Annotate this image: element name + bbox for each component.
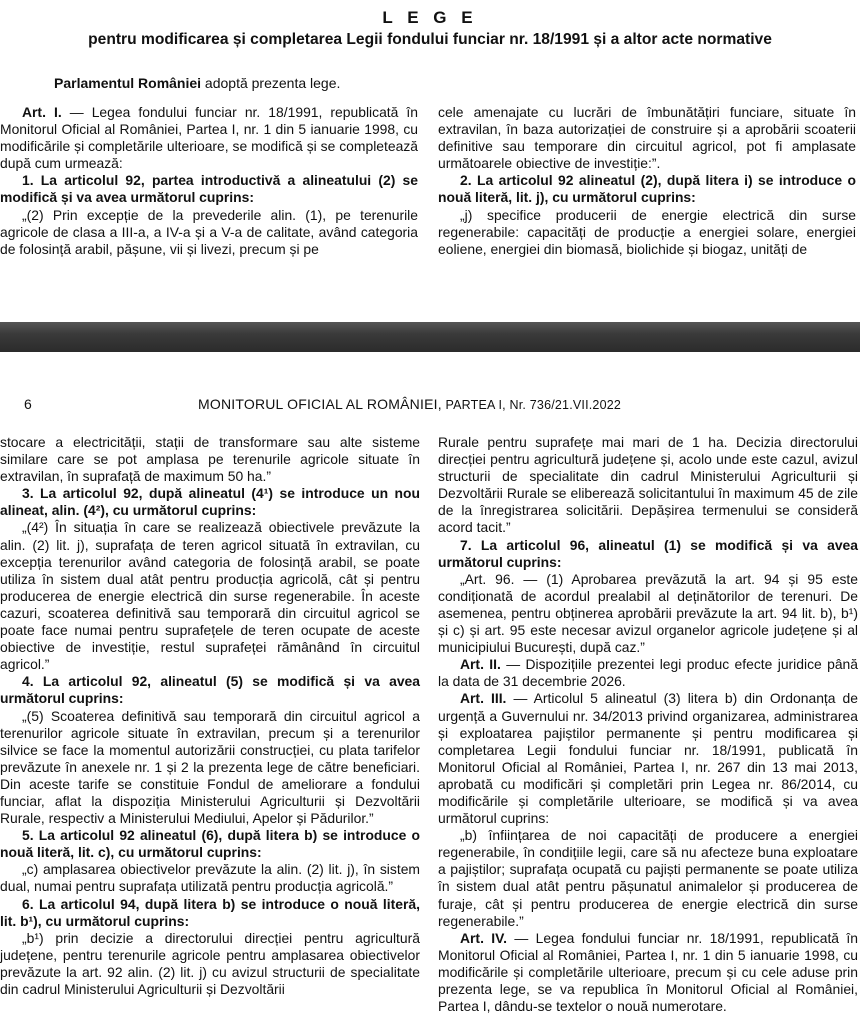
page2-right-column <box>438 434 858 1015</box>
point-1-quote-continued: cele amenajate cu lucrări de îmbunătățiri funciare, situate în extravilan, în baza autorizației de construire și a aprobării scoaterii definitive sau temporare din circuitul agricol, pot fi amplasate următoarele obiective de investiție:”. <box>438 104 856 172</box>
article-1-label: Art. I. <box>22 104 62 120</box>
point-4-quote: „(5) Scoaterea definitivă sau temporară din circuitul agricol a terenurilor agricole situate în extravilan, precum și a terenurilor silvice se face la momentul autorizării construcției, cu plata tarifelor prevăzute în anexele nr. 1 și 2 la prezenta lege de către beneficiari. Din aceste tarife se constituie Fondul de ameliorare a fondului funciar, aflat la dispoziția Ministerului Agriculturii și Dezvoltării Rurale, respectiv a Ministerului Mediului, Apelor și Pădurilor.” <box>0 707 420 827</box>
enactment-text: adoptă prezenta lege. <box>201 75 341 91</box>
point-2-quote-continued: stocare a electricității, stații de transformare sau alte sisteme similare care se pot amplasa pe terenurile agricole situate în extravilan, în suprafață de maximum 50 ha.” <box>0 434 420 485</box>
enactment-clause <box>54 75 340 91</box>
article-2-text: — Dispozițiile prezentei legi produc efecte juridice până la data de 31 decembrie 2026. <box>438 656 858 690</box>
article-3-label: Art. III. <box>460 690 507 707</box>
point-1-heading <box>0 172 418 206</box>
gazette-title <box>198 396 621 412</box>
point-6-heading <box>0 896 420 930</box>
point-5-text: 5. La articolul 92 alineatul (6), după litera b) se introduce o nouă literă, lit. c), cu următorul cuprins: <box>0 827 420 861</box>
point-7-text: 7. La articolul 96, alineatul (1) se modifică și va avea următorul cuprins: <box>438 536 858 570</box>
article-1-text: — Legea fondului funciar nr. 18/1991, republicată în Monitorul Oficial al României, Partea I, nr. 1 din 5 ianuarie 1998, cu modificările și completările ulterioare, se modifică și se completează după cum urmează: <box>0 104 419 172</box>
page1-right-column <box>438 104 856 258</box>
page1-left-column <box>0 104 418 258</box>
page-header <box>0 396 860 416</box>
document-page-top <box>0 0 860 322</box>
point-3-text: 3. La articolul 92, după alineatul (4¹) se introduce un nou alineat, alin. (4²), cu următorul cuprins: <box>0 485 420 519</box>
point-4-heading <box>0 673 420 707</box>
point-7-quote: „Art. 96. — (1) Aprobarea prevăzută la art. 94 și 95 este condiționată de acordul prealabil al deținătorilor de terenuri. De asemenea, pentru obținerea aprobării prevăzute la art. 94 lit. b), b¹) și c) și art. 95 este necesar avizul organelor agricole județene și al municipiului București, după caz.” <box>438 570 858 656</box>
point-2-text: 2. La articolul 92 alineatul (2), după litera i) se introduce o nouă literă, lit. j), cu următorul cuprins: <box>438 172 856 206</box>
gazette-name: MONITORUL OFICIAL AL ROMÂNIEI, <box>198 396 442 412</box>
point-6-text: 6. La articolul 94, după litera b) se introduce o nouă literă, lit. b¹), cu următorul cuprins: <box>0 895 420 929</box>
point-6-quote: „b¹) prin decizie a directorului direcției pentru agricultură județene, pentru terenurile agricole pentru amplasarea obiectivelor prevăzute la art. 92 alin. (2) lit. j) cu avizul structurii de specialitate din cadrul Ministerului Agriculturii și Dezvoltării <box>0 929 420 997</box>
point-5-heading <box>0 827 420 861</box>
article-4 <box>438 930 858 1015</box>
page2-left-column <box>0 434 420 998</box>
document-page-bottom <box>0 352 860 1024</box>
point-2-heading <box>438 172 856 206</box>
point-3-heading <box>0 485 420 519</box>
article-4-text: — Legea fondului funciar nr. 18/1991, republicată în Monitorul Oficial al României, Partea I, nr. 1 din 5 ianuarie 1998, cu modificările și completările ulterioare, precum și cu cele aduse prin prezenta lege, se va republica în Monitorul Oficial al României, Partea I, dându-se textelor o nouă numerotare. <box>438 929 858 1015</box>
law-subtitle: pentru modificarea și completarea Legii fondului funciar nr. 18/1991 și a altor acte normative <box>88 31 772 48</box>
article-2 <box>438 656 858 690</box>
parliament-name: Parlamentul României <box>54 75 202 91</box>
point-1-text: 1. La articolul 92, partea introductivă a alineatului (2) se modifică și va avea următorul cuprins: <box>0 172 418 206</box>
gazette-issue: PARTEA I, Nr. 736/21.VII.2022 <box>441 398 622 412</box>
page-number: 6 <box>24 396 32 412</box>
point-5-quote: „c) amplasarea obiectivelor prevăzute la alin. (2) lit. j), în sistem dual, numai pentru suprafața utilizată pentru producția agricolă.” <box>0 861 420 895</box>
point-7-heading <box>438 537 858 571</box>
article-3-quote: „b) înființarea de noi capacități de producere a energiei regenerabile, în condițiile legii, care să nu afecteze buna exploatare a pajiștilor; suprafața ocupată cu pajiști permanente se poate utiliza în sistem dual atât pentru pășunatul animalelor și producerea de furaje, cât și pentru producerea de energie electrică din surse regenerabile.” <box>438 827 858 929</box>
article-3 <box>438 690 858 827</box>
article-1 <box>0 104 418 172</box>
point-2-quote: „j) specifice producerii de energie electrică din surse regenerabile: capacități de producție a energiei solare, energiei eoliene, energiei din biomasă, biolichide și biogaz, unități de <box>438 206 856 257</box>
law-title: L E G E <box>382 8 478 27</box>
article-2-label: Art. II. <box>460 656 501 673</box>
page-separator <box>0 322 860 352</box>
article-4-label: Art. IV. <box>460 929 508 946</box>
article-3-text: — Articolul 5 alineatul (3) litera b) din Ordonanța de urgență a Guvernului nr. 34/2013 privind organizarea, administrarea și exploatarea pajiștilor permanente și pentru modificarea și completarea Legii fondului funciar nr. 18/1991, publicată în Monitorul Oficial al României, Partea I, nr. 267 din 13 mai 2013, aprobată cu modificări și completări prin Legea nr. 86/2014, cu modificările și completările ulterioare, se modifică și va avea următorul cuprins: <box>438 690 859 827</box>
point-3-quote: „(4²) În situația în care se realizează obiectivele prevăzute la alin. (2) lit. j), suprafața de teren agricol situată în extravilan, cu excepția terenurilor având categoria de folosință arabil, se poate utiliza în sistem dual atât pentru producția agricolă, cât și pentru producerea de energie electrică din surse regenerabile. În aceste cazuri, scoaterea definitivă sau temporară din circuitul agricol se poate face numai pentru suprafețele de teren ocupate de aceste obiective de investiție, restul suprafeței rămânând în circuitul agricol.” <box>0 519 420 673</box>
point-6-quote-continued: Rurale pentru suprafețe mai mari de 1 ha. Decizia directorului direcției pentru agricultură județene și, acolo unde este cazul, avizul structurii de specialitate din cadrul Ministerului Agriculturii și Dezvoltării Rurale se eliberează solicitantului în maximum 45 de zile de la înregistrarea solicitării. Depășirea termenului se consideră acord tacit.” <box>438 434 858 536</box>
point-4-text: 4. La articolul 92, alineatul (5) se modifică și va avea următorul cuprins: <box>0 673 420 707</box>
point-1-quote: „(2) Prin excepție de la prevederile alin. (1), pe terenurile agricole de clasa a III-a, a IV-a și a V-a de calitate, având categoria de folosință arabil, pășune, vii și livezi, precum și pe <box>0 206 418 257</box>
